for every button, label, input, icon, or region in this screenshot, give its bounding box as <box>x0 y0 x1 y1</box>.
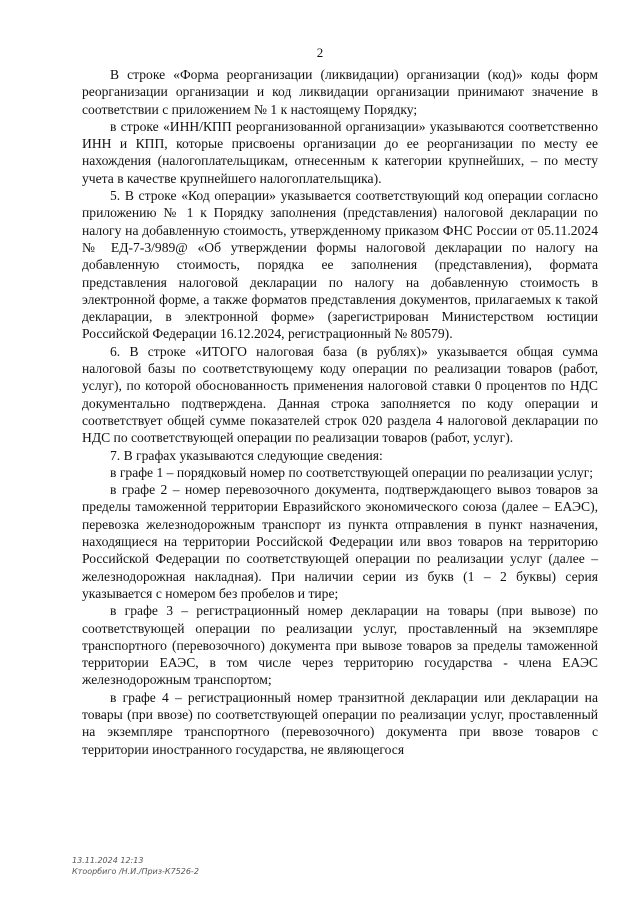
paragraph-inn-kpp: в строке «ИНН/КПП реорганизованной организации» указываются соответственно ИНН и КПП, которые присвоены организации до ее реорганизации по месту ее нахождения (налогоплательщикам, отнесенным к категории крупнейших, – по месту учета в качестве крупнейшего налогоплательщика). <box>82 118 598 186</box>
paragraph-6-total-tax-base: 6. В строке «ИТОГО налоговая база (в рублях)» указывается общая сумма налоговой базы по соответствующему коду операции по реализации товаров (работ, услуг), по которой обоснованность применения налоговой ставки 0 процентов по НДС документально подтверждена. Данная строка заполняется по коду операции и соответствует общей сумме показателей строк 020 раздела 4 налоговой декларации по НДС по соответствующей операции по реализации товаров (работ, услуг). <box>82 343 598 446</box>
page-number: 2 <box>316 45 324 60</box>
paragraph-column-1: в графе 1 – порядковый номер по соответствующей операции по реализации услуг; <box>110 464 594 480</box>
paragraph-5-operation-code: 5. В строке «Код операции» указывается соответствующий код операции согласно приложению № 1 к Порядку заполнения (представления) налоговой декларации по налогу на добавленную стоимость, утвержденному приказом ФНС России от 05.11.2024 № ЕД-7-3/989@ «Об утверждении формы налоговой декларации по налогу на добавленную стоимость, порядка ее заполнения (представления), формата представления налоговой декларации по налогу на добавленную стоимость в электронной форме, а также форматов представления документов, прилагаемых к такой декларации, в электронной форме» (зарегистрирован Министерством юстиции Российской Федерации 16.12.2024, регистрационный № 80579). <box>82 188 598 342</box>
paragraph-column-2: в графе 2 – номер перевозочного документа, подтверждающего вывоз товаров за пределы таможенной территории Евразийского экономического союза (далее – ЕАЭС), перевозка железнодорожным транспорт из пункта отправления в пункт назначения, находящиеся на территории Российской Федерации или ввоз товаров на территорию Российской Федерации по соответствующей операции по реализации услуг (далее – железнодорожная накладная). При наличии серии из букв (1 – 2 буквы) серия указывается с номером без пробелов и тире; <box>82 482 598 601</box>
paragraph-7-columns: 7. В графах указываются следующие сведения: <box>110 447 383 463</box>
footer-stamp <box>72 855 199 877</box>
paragraph-reorganization-form: В строке «Форма реорганизации (ликвидации) организации (код)» коды форм реорганизации организации и код ликвидации организации принимают значение в соответствии с приложением № 1 к настоящему Порядку; <box>82 67 598 117</box>
paragraph-column-4: в графе 4 – регистрационный номер транзитной декларации или декларации на товары (при ввозе) по соответствующей операции по реализации услуг, проставленный на экземпляре транспортного (перевозочного) документа при ввозе товаров с территории иностранного государства, не являющегося <box>82 689 598 757</box>
paragraph-column-3: в графе 3 – регистрационный номер декларации на товары (при вывозе) по соответствующей операции по реализации услуг, проставленный на экземпляре транспортного (перевозочного) документа при вывозе товаров за пределы таможенной территории ЕАЭС, в том числе через территорию государства - члена ЕАЭС железнодорожным транспортом; <box>82 603 598 688</box>
footer-code: Ктоорбиго /Н.И./Приз-К7526-2 <box>72 867 199 876</box>
document-body <box>82 66 598 758</box>
footer-date: 13.11.2024 12:13 <box>72 856 144 865</box>
